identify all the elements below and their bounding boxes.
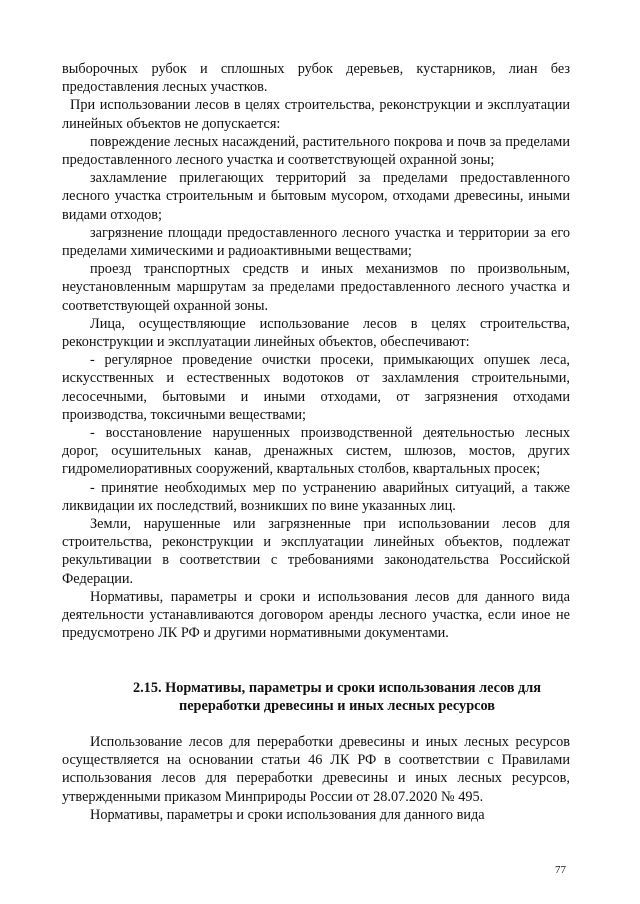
body-text-bottom	[62, 733, 570, 824]
paragraph: - регулярное проведение очистки просеки, примыкающих опушек леса, искусственных и естественных водотоков от захламления строительными, лесосечными, бытовыми и иными отходами, от загрязнения отходами производства, токсичными веществами;	[62, 352, 570, 423]
section-heading: 2.15. Нормативы, параметры и сроки использования лесов для переработки древесины и иных лесных ресурсов	[132, 679, 542, 714]
paragraph: захламление прилегающих территорий за пределами предоставленного лесного участка строительным и бытовым мусором, отходами древесины, иными видами отходов;	[62, 170, 570, 223]
paragraph: Нормативы, параметры и сроки использования для данного вида	[90, 806, 485, 823]
paragraph: Нормативы, параметры и сроки и использования лесов для данного вида деятельности устанавливаются договором аренды лесного участка, если иное не предусмотрено ЛК РФ и другими нормативными документами.	[62, 588, 570, 642]
page-number: 77	[555, 864, 566, 876]
paragraph: Земли, нарушенные или загрязненные при использовании лесов для строительства, реконструкции и эксплуатации линейных объектов, подлежат рекультивации в соответствии с требованиями законодательства Российской Федерации.	[62, 516, 570, 587]
paragraph: повреждение лесных насаждений, растительного покрова и почв за пределами предоставленного лесного участка и соответствующей охранной зоны;	[62, 133, 570, 169]
paragraph: При использовании лесов в целях строительства, реконструкции и эксплуатации линейных объектов не допускается:	[62, 97, 570, 132]
paragraph: - восстановление нарушенных производственной деятельностью лесных дорог, осушительных канав, дренажных систем, шлюзов, мостов, других гидромелиоративных сооружений, квартальных столбов, квартальных просек;	[62, 425, 570, 478]
spacer	[62, 715, 570, 733]
body-text-top	[62, 60, 570, 643]
paragraph: Лица, осуществляющие использование лесов в целях строительства, реконструкции и эксплуатации линейных объектов, обеспечивают:	[62, 315, 570, 351]
paragraph: проезд транспортных средств и иных механизмов по произвольным, неустановленным маршрутам за пределами предоставленного лесного участка и соответствующей охранной зоны.	[62, 261, 570, 314]
paragraph: Использование лесов для переработки древесины и иных лесных ресурсов осуществляется на основании статьи 46 ЛК РФ в соответствии с Правилами использования лесов для переработки древесины и иных лесных ресурсов, утвержденными приказом Минприроды России от 28.07.2020 № 495.	[62, 733, 570, 805]
paragraph: - принятие необходимых мер по устранению аварийных ситуаций, а также ликвидации их последствий, возникших по вине указанных лиц.	[62, 479, 570, 514]
paragraph: загрязнение площади предоставленного лесного участка и территории за его пределами химическими и радиоактивными веществами;	[62, 224, 570, 260]
paragraph: выборочных рубок и сплошных рубок деревьев, кустарников, лиан без предоставления лесных участков.	[62, 61, 570, 96]
spacer	[62, 643, 570, 679]
